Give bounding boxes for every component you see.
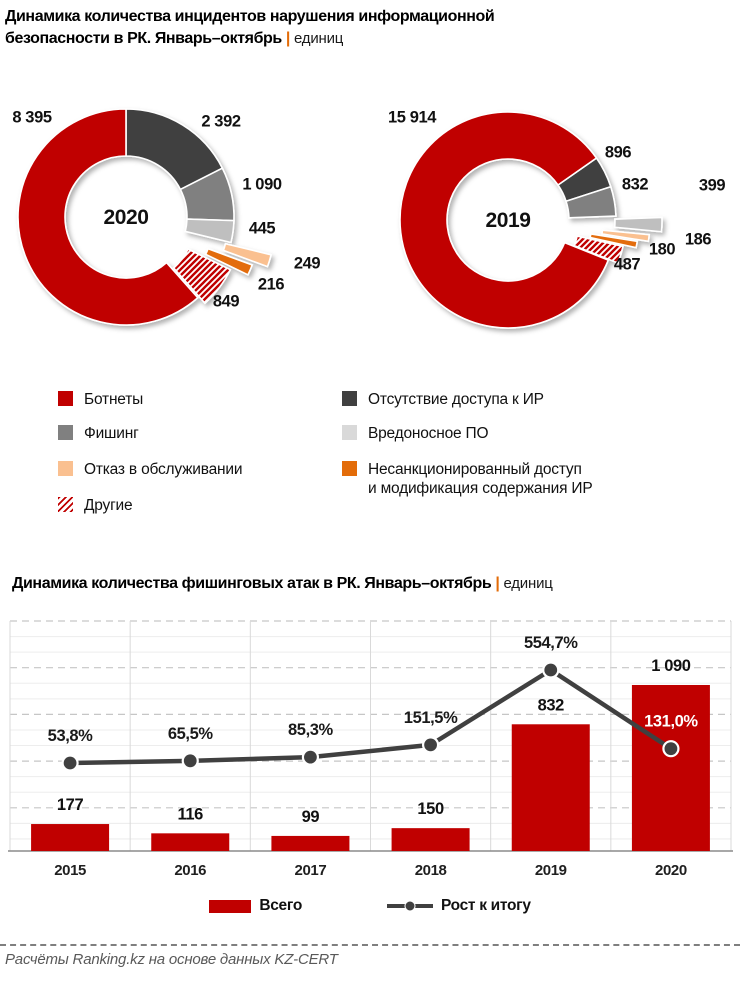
donut-year-label: 2020 [103,206,149,229]
legend-item-malware [342,424,488,443]
legend-label: Рост к итогу [440,897,531,914]
growth-value-label: 151,5% [403,708,458,727]
bar-2015 [31,824,109,851]
x-axis-label-2020: 2020 [655,862,687,879]
legend-item-dos [58,460,242,479]
grid-layer [10,621,731,851]
growth-value-label: 554,7% [523,633,578,652]
growth-value-label: 85,3% [288,721,333,740]
growth-value-label: 131,0% [644,712,698,731]
legend-item-growth [387,897,531,915]
slice-value-label: 896 [604,143,632,162]
slice-value-label: 8 395 [12,108,52,127]
bar-value-label: 1 090 [651,656,691,675]
slice-value-label: 399 [698,176,726,195]
legend-label: Всего [259,897,302,914]
slice-value-label: 832 [621,175,649,194]
bar-chart-title [12,573,553,595]
slice-value-label: 1 090 [242,175,282,194]
bar-chart-legend [0,897,740,915]
bar-chart-canvas [0,600,740,890]
x-axis-label-2015: 2015 [54,862,86,879]
slice-value-label: 487 [613,255,641,274]
x-axis-label-2017: 2017 [294,862,327,879]
slice-Вредоносное ПО [185,219,234,242]
growth-dot-2017 [303,750,318,765]
slice-value-label: 15 914 [387,108,437,127]
bar-value-label: 116 [177,805,203,824]
x-axis-label-2016: 2016 [174,862,207,879]
growth-dot-2016 [183,753,198,768]
legend-label [368,460,592,498]
source-note: Расчёты Ranking.kz на основе данных KZ-CERT [5,951,338,968]
x-axis-label-2019: 2019 [534,862,567,879]
slice-Вредоносное ПО [615,217,662,231]
bar-value-label: 99 [301,807,320,826]
donut-title-line2: безопасности в РК. Январь–октябрь [5,30,282,47]
other-hatch-swatch [58,497,73,512]
slice-value-label: 180 [648,240,676,259]
legend-item-phishing [58,424,139,443]
legend-label-line2: и модификация содержания ИР [368,480,593,497]
bar-title-unit: единиц [503,575,553,592]
title-separator: | [285,30,290,47]
donut-title-unit: единиц [293,30,344,47]
legend-label: Отсутствие доступа к ИР [368,391,544,408]
growth-dot-icon [404,901,415,912]
dos-swatch [58,461,73,476]
bar-2018 [392,828,470,851]
bar-title-text: Динамика количества фишинговых атак в РК. Январь–октябрь [12,575,492,592]
growth-line-icon [387,904,433,908]
slice-value-label: 849 [212,292,240,311]
bar-2017 [271,836,349,851]
unauth-access-swatch [342,461,357,476]
no-access-swatch [342,391,357,406]
legend-label-line1: Несанкционированный доступ [368,461,582,478]
slice-value-label: 445 [248,219,276,238]
donut-year-label: 2019 [485,209,531,232]
malware-swatch [342,425,357,440]
footer-divider [0,944,740,946]
growth-dot-2015 [63,756,78,771]
growth-dot-2019 [543,662,558,677]
x-axis-label-2018: 2018 [414,862,447,879]
growth-value-label: 53,8% [47,727,93,746]
legend-item-botnets [58,390,143,409]
legend-item-other [58,496,132,515]
legend-label: Ботнеты [84,391,144,408]
growth-value-label: 65,5% [167,724,213,743]
donut-title-line1: Динамика количества инцидентов нарушения информационной [5,8,495,25]
growth-dot-2020 [663,741,678,756]
legend-item-no-access [342,390,544,409]
bar-value-label: 150 [417,800,444,819]
title-separator: | [495,575,500,592]
slice-value-label: 186 [684,230,712,249]
slice-value-label: 249 [293,254,321,273]
slice-value-label: 2 392 [201,112,241,131]
total-bar-swatch [209,900,251,913]
legend-label: Фишинг [84,425,139,442]
slice-value-label: 216 [257,275,285,294]
legend-label: Вредоносное ПО [368,425,489,442]
bar-value-label: 177 [56,796,84,815]
bar-2020 [632,685,710,851]
botnets-swatch [58,391,73,406]
bar-2016 [151,833,229,851]
legend-item-total [209,897,302,915]
bar-2019 [512,724,590,851]
phishing-swatch [58,425,73,440]
bar-value-label: 832 [537,696,564,715]
legend-label: Отказ в обслуживании [84,461,243,478]
legend-item-unauth-access [342,460,592,498]
legend-label: Другие [84,497,133,514]
growth-dot-2018 [423,737,438,752]
